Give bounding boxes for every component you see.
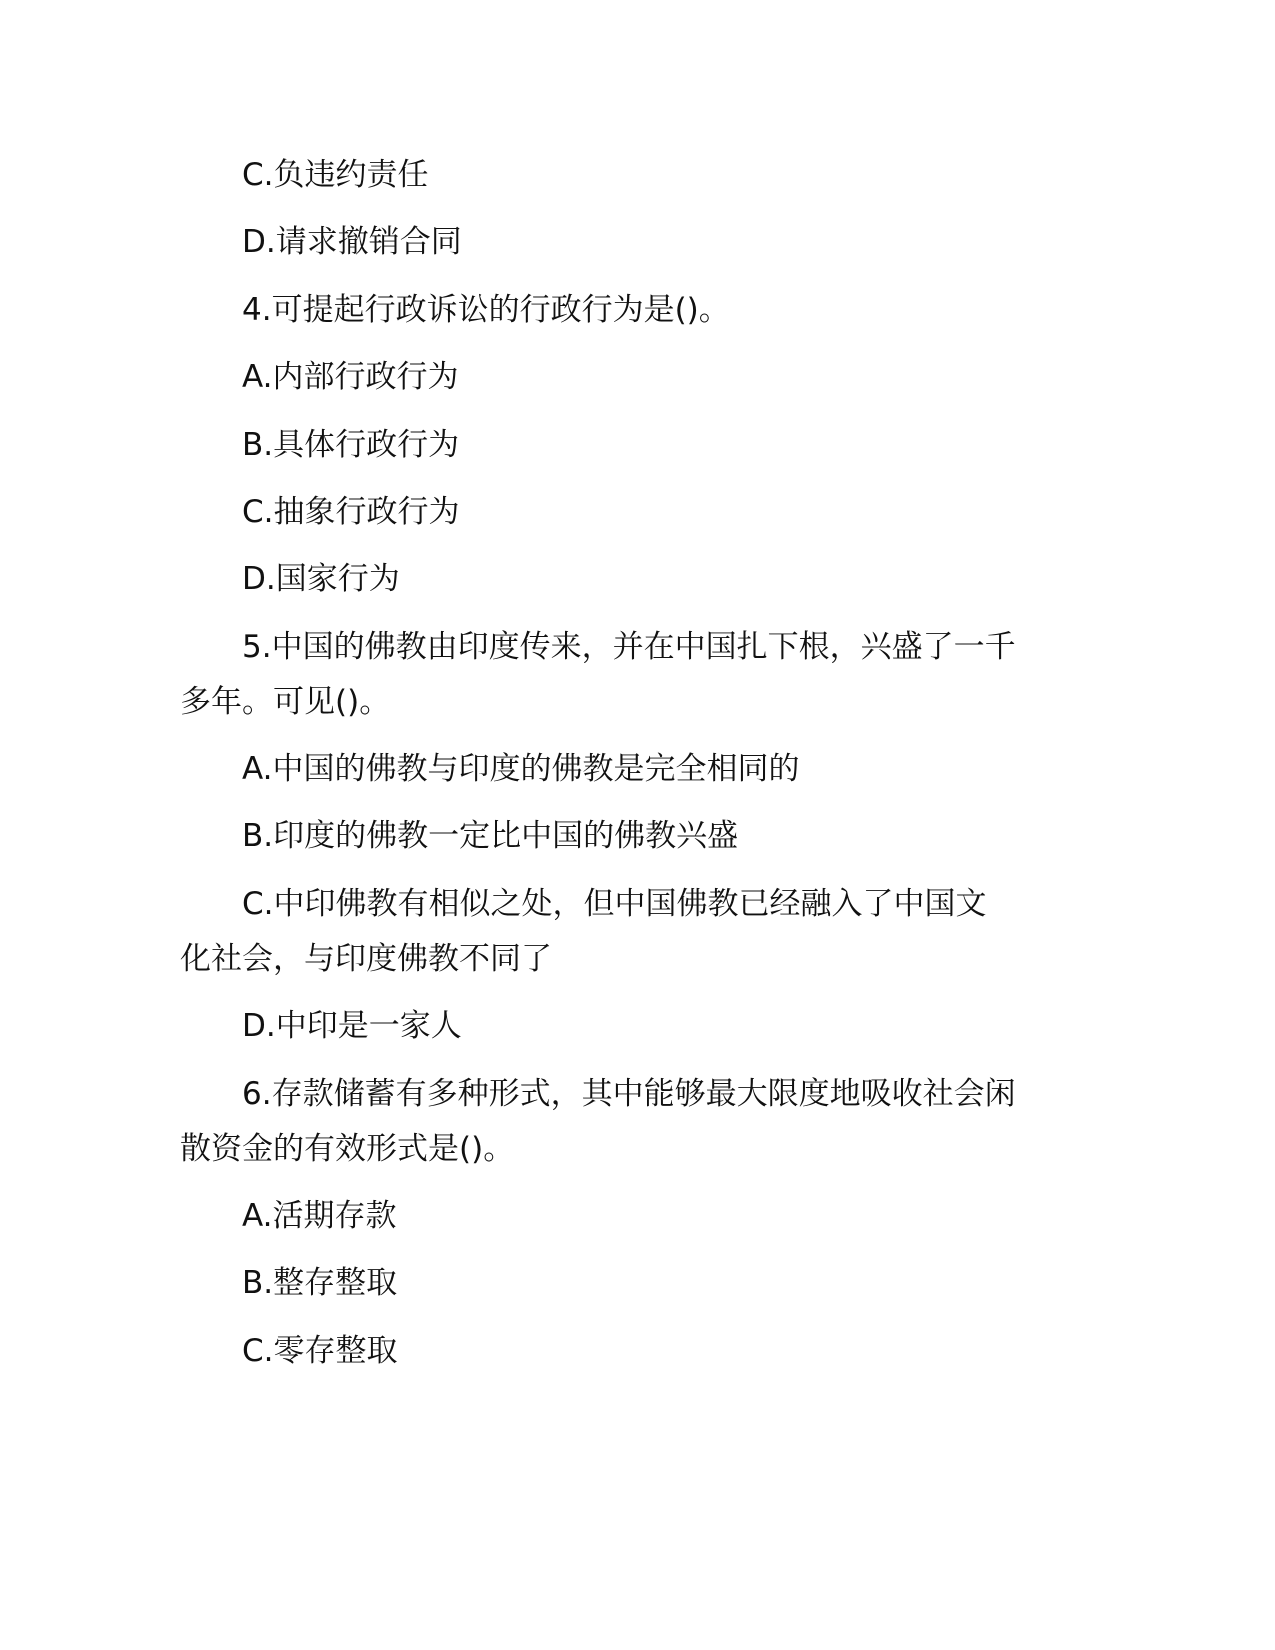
question-5-line-1: 5.中国的佛教由印度传来，并在中国扎下根，兴盛了一千 [242,629,1016,665]
option-5c-line-1: C.中印佛教有相似之处，但中国佛教已经融入了中国文 [242,886,987,922]
question-6-line-1: 6.存款储蓄有多种形式，其中能够最大限度地吸收社会闲 [242,1076,1016,1112]
option-4a: A.内部行政行为 [242,359,459,395]
option-4c: C.抽象行政行为 [242,494,460,530]
option-6a: A.活期存款 [242,1198,397,1234]
option-5c-line-2: 化社会，与印度佛教不同了 [180,941,552,977]
question-4: 4.可提起行政诉讼的行政行为是()。 [242,292,730,328]
option-4d: D.国家行为 [242,561,400,597]
option-5d: D.中印是一家人 [242,1008,462,1044]
option-6b: B.整存整取 [242,1265,398,1301]
question-5-line-2: 多年。可见()。 [180,684,391,720]
option-3d: D.请求撤销合同 [242,224,462,260]
option-3c: C.负违约责任 [242,157,429,193]
option-5a: A.中国的佛教与印度的佛教是完全相同的 [242,751,800,787]
option-6c: C.零存整取 [242,1333,398,1369]
option-5b: B.印度的佛教一定比中国的佛教兴盛 [242,818,739,854]
question-6-line-2: 散资金的有效形式是()。 [180,1131,515,1167]
option-4b: B.具体行政行为 [242,427,460,463]
